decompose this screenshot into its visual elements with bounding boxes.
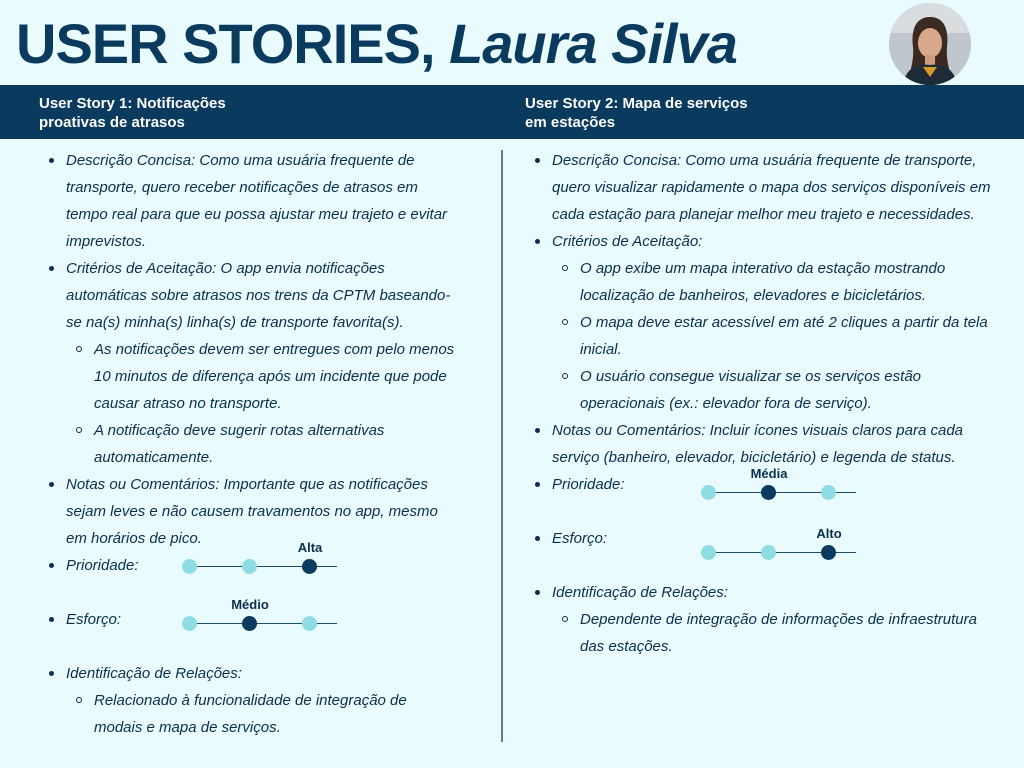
story2-relacao-item: Dependente de integração de informações de infraestrutura das estações. <box>552 606 1002 660</box>
effort-scale <box>701 526 861 565</box>
effort-value: Médio <box>231 597 269 612</box>
avatar-photo <box>889 3 971 85</box>
page-title <box>16 6 737 82</box>
prioridade-label: Prioridade: <box>66 557 139 574</box>
story2-criterios-text: Critérios de Aceitação: <box>552 233 703 250</box>
story1-relacoes-text: Identificação de Relações: <box>66 665 242 682</box>
story1-notas: Notas ou Comentários: Importante que as notificações sejam leves e não causem travamentos no app, mesmo em horários de pico. <box>38 471 458 552</box>
story2-criterio-item: O mapa deve estar acessível em até 2 cliques a partir da tela inicial. <box>552 309 1002 363</box>
story1-header: User Story 1: Notificações proativas de atrasos <box>39 95 226 131</box>
effort-value: Alto <box>816 526 842 541</box>
story1-descricao: Descrição Concisa: Como uma usuária frequente de transporte, quero receber notificações de atrasos em tempo real para que eu possa ajustar meu trajeto e evitar imprevistos. <box>38 147 458 255</box>
story2-prioridade <box>524 466 1002 525</box>
priority-scale <box>701 466 861 505</box>
scale-dot-high <box>821 545 836 560</box>
avatar <box>889 3 971 85</box>
story2-relacoes <box>524 579 1002 660</box>
scale-dot-mid <box>242 559 257 574</box>
story2-esforco <box>524 525 1002 579</box>
esforco-label: Esforço: <box>552 530 608 547</box>
effort-scale <box>182 597 342 636</box>
story2-column <box>524 147 1002 660</box>
story1-criterio-item: A notificação deve sugerir rotas alternativas automaticamente. <box>66 417 458 471</box>
story2-criterio-item: O usuário consegue visualizar se os serviços estão operacionais (ex.: elevador fora de serviço). <box>552 363 1002 417</box>
story1-relacoes <box>38 660 458 741</box>
scale-dot-mid <box>242 616 257 631</box>
title-name: Laura Silva <box>449 12 737 75</box>
title-main: USER STORIES, <box>16 12 435 75</box>
story1-criterio-item: As notificações devem ser entregues com pelo menos 10 minutos de diferença após um incidente que pode causar atraso no transporte. <box>66 336 458 417</box>
priority-value: Alta <box>297 540 323 555</box>
prioridade-label: Prioridade: <box>552 476 625 493</box>
scale-dot-high <box>821 485 836 500</box>
scale-dot-mid <box>761 545 776 560</box>
story2-relacoes-text: Identificação de Relações: <box>552 584 728 601</box>
scale-dot-low <box>182 559 197 574</box>
story1-column <box>38 147 458 741</box>
story2-header: User Story 2: Mapa de serviços em estações <box>525 95 748 131</box>
scale-dot-high <box>302 559 317 574</box>
priority-scale <box>182 540 342 579</box>
story2-notas: Notas ou Comentários: Incluir ícones visuais claros para cada serviço (banheiro, elevador, bicicletário) e legenda de status. <box>524 417 1002 471</box>
story2-descricao: Descrição Concisa: Como uma usuária frequente de transporte, quero visualizar rapidamente o mapa dos serviços disponíveis em cada estação para planejar melhor meu trajeto e necessidades. <box>524 147 1002 228</box>
story1-criterios <box>38 255 458 471</box>
story1-criterios-text: Critérios de Aceitação: O app envia notificações automáticas sobre atrasos nos trens da CPTM baseando-se na(s) minha(s) linha(s) de transporte favorita(s). <box>66 260 451 331</box>
story2-criterios <box>524 228 1002 417</box>
scale-dot-low <box>701 545 716 560</box>
priority-value: Média <box>750 466 788 481</box>
story1-relacao-item: Relacionado à funcionalidade de integração de modais e mapa de serviços. <box>66 687 458 741</box>
column-divider <box>501 150 503 742</box>
scale-dot-high <box>302 616 317 631</box>
scale-dot-low <box>701 485 716 500</box>
story1-esforco <box>38 597 458 660</box>
scale-dot-mid <box>761 485 776 500</box>
scale-dot-low <box>182 616 197 631</box>
story2-criterio-item: O app exibe um mapa interativo da estação mostrando localização de banheiros, elevadores e bicicletários. <box>552 255 1002 309</box>
esforco-label: Esforço: <box>66 611 122 628</box>
